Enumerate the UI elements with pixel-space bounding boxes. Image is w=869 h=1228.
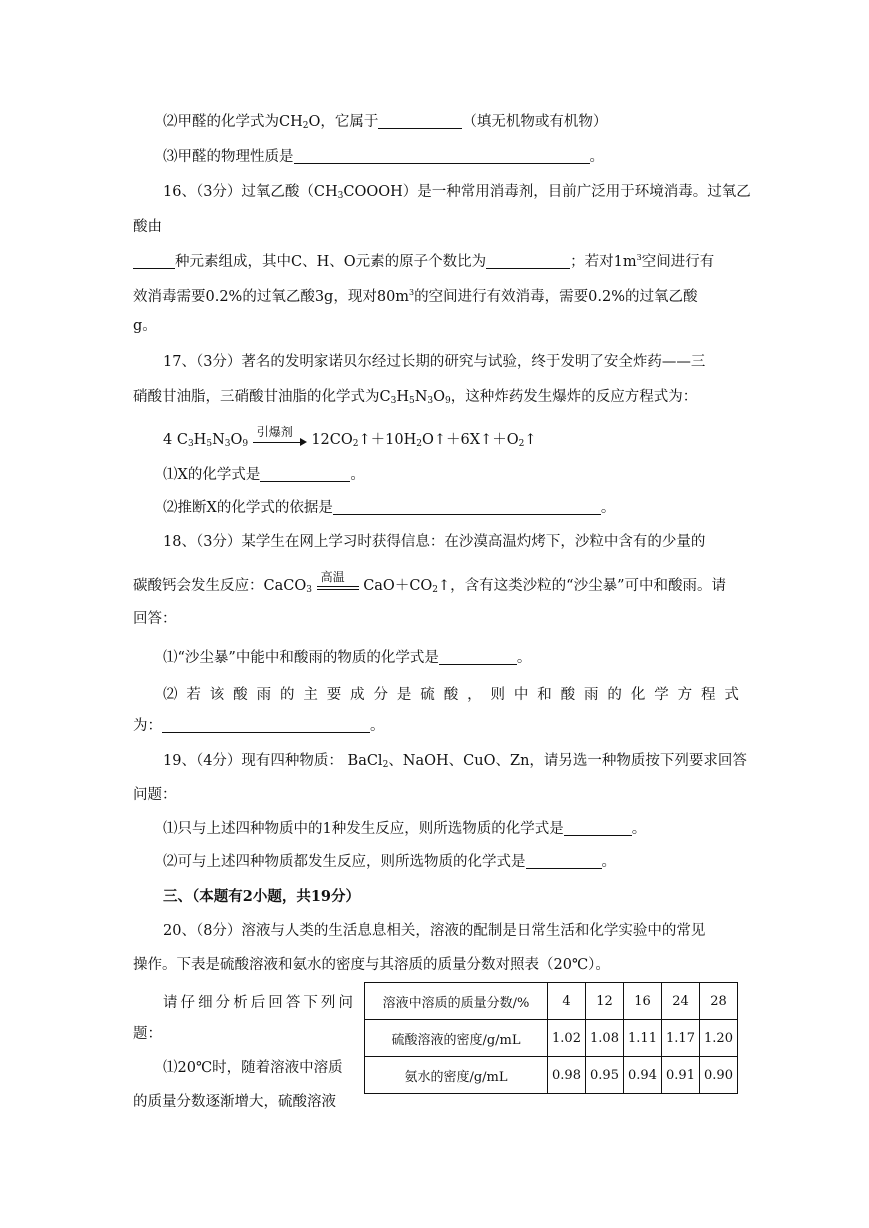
answer-blank[interactable] (526, 853, 602, 869)
table-cell: 0.98 (548, 1057, 586, 1094)
q19-part2: ⑵可与上述四种物质都发生反应，则所选物质的化学式是 。 (163, 854, 616, 870)
q16-line3: 种元素组成，其中C、H、O元素的原子个数比为 ；若对$1m^3$空间进行有 (133, 248, 714, 272)
q17-part1: ⑴X的化学式是 。 (163, 467, 365, 483)
answer-blank[interactable] (378, 113, 462, 129)
table-cell: 0.91 (662, 1057, 700, 1094)
table-cell: 0.95 (586, 1057, 624, 1094)
table-header-cell: 溶液中溶质的质量分数/% (365, 983, 548, 1020)
q16-line4: 效消毒需要0.2%的过氧乙酸3g，现对$80m^3$的空间进行有效消毒，需要0.2%的过氧乙酸 (133, 288, 698, 305)
table-row-label: 氨水的密度/g/mL (365, 1057, 548, 1094)
answer-blank[interactable] (260, 466, 350, 482)
reaction-equals-sign (317, 570, 359, 595)
table-cell: 1.08 (586, 1020, 624, 1057)
density-table (364, 982, 738, 1094)
q19-line1: 19、（4分）现有四种物质： BaCl$_2$、NaOH、CuO、Zn，请另选一种物质按下列要求回答 (163, 753, 747, 770)
q20-line1: 20、（8分）溶液与人类的生活息息相关，溶液的配制是日常生活和化学实验中的常见 (163, 923, 706, 939)
section-title: 三、（本题有2小题，共19分） (163, 888, 361, 905)
q18-part2-line2: 为： 。 (133, 718, 385, 734)
answer-blank[interactable] (333, 499, 601, 515)
q15-part2: ⑵甲醛的化学式为$CH_2O$，它属于 （填无机物或有机物） (163, 114, 608, 131)
q16-line1: 16、（3分）过氧乙酸$(CH_3COOOH)$是一种常用消毒剂，目前广泛用于环境消毒。过氧乙 (163, 184, 751, 201)
q20-side-line2: 题： (133, 1026, 162, 1042)
answer-blank[interactable] (294, 148, 590, 164)
q18-line2: 碳酸钙会发生反应：CaCO$_3$ 高温 $CaO+CO_2↑$，含有这类沙粒的“沙尘暴”可中和酸雨。请 (133, 573, 726, 600)
q20-side-line3: ⑴20℃时，随着溶液中溶质 (163, 1060, 343, 1076)
table-cell: 1.11 (624, 1020, 662, 1057)
q15-part3: ⑶甲醛的物理性质是 。 (163, 149, 604, 165)
q17-line1: 17、（3分）著名的发明家诺贝尔经过长期的研究与试验，终于发明了安全炸药——三 (163, 354, 706, 370)
q17-part2: ⑵推断X的化学式的依据是 。 (163, 500, 616, 516)
q20-side-line1: 请 仔 细 分 析 后 回 答 下 列 问 (163, 995, 353, 1011)
table-col-header: 12 (586, 983, 624, 1020)
q19-line2: 问题： (133, 787, 177, 803)
q18-part2-line1: ⑵ 若 该 酸 雨 的 主 要 成 分 是 硫 酸 ， 则 中 和 酸 雨 的 化 学 方 程 式 (163, 687, 739, 703)
table-row-label: 硫酸溶液的密度/g/mL (365, 1020, 548, 1057)
q16-line5: g。 (133, 318, 157, 334)
q17-equation: 4 $C_3H_5N_3O_9$ 引爆剂 $12CO_2↑+10H_2O↑+6X↑+O_2↑$ (163, 428, 537, 454)
table-col-header: 24 (662, 983, 700, 1020)
table-cell: 1.17 (662, 1020, 700, 1057)
table-cell: 1.02 (548, 1020, 586, 1057)
table-col-header: 16 (624, 983, 662, 1020)
answer-blank[interactable] (486, 253, 570, 269)
answer-blank[interactable] (133, 253, 175, 269)
table-col-header: 4 (548, 983, 586, 1020)
q16-line2: 酸由 (133, 219, 162, 235)
q19-part1: ⑴只与上述四种物质中的1种发生反应，则所选物质的化学式是 。 (163, 821, 647, 837)
table-cell: 0.94 (624, 1057, 662, 1094)
q18-part1: ⑴“沙尘暴”中能中和酸雨的物质的化学式是 。 (163, 650, 532, 666)
q17-line2: 硝酸甘油脂，三硝酸甘油脂的化学式为$C_3H_5N_3O_9$，这种炸药发生爆炸的反应方程式为： (133, 389, 698, 406)
table-header-row (365, 983, 738, 1020)
q18-line3: 回答： (133, 611, 177, 627)
reaction-condition: 引爆剂 (256, 425, 293, 439)
reaction-arrow (253, 425, 307, 448)
reaction-condition: 高温 (320, 570, 345, 584)
answer-blank[interactable] (564, 820, 632, 836)
answer-blank[interactable] (439, 649, 517, 665)
table-cell: 1.20 (700, 1020, 738, 1057)
table-row (365, 1020, 738, 1057)
table-row (365, 1057, 738, 1094)
table-col-header: 28 (700, 983, 738, 1020)
q20-line2: 操作。下表是硫酸溶液和氨水的密度与其溶质的质量分数对照表（20℃）。 (133, 957, 610, 973)
table-cell: 0.90 (700, 1057, 738, 1094)
answer-blank[interactable] (162, 717, 370, 733)
q20-side-line4: 的质量分数逐渐增大，硫酸溶液 (133, 1094, 336, 1110)
q18-line1: 18、（3分）某学生在网上学习时获得信息：在沙漠高温灼烤下，沙粒中含有的少量的 (163, 534, 706, 550)
